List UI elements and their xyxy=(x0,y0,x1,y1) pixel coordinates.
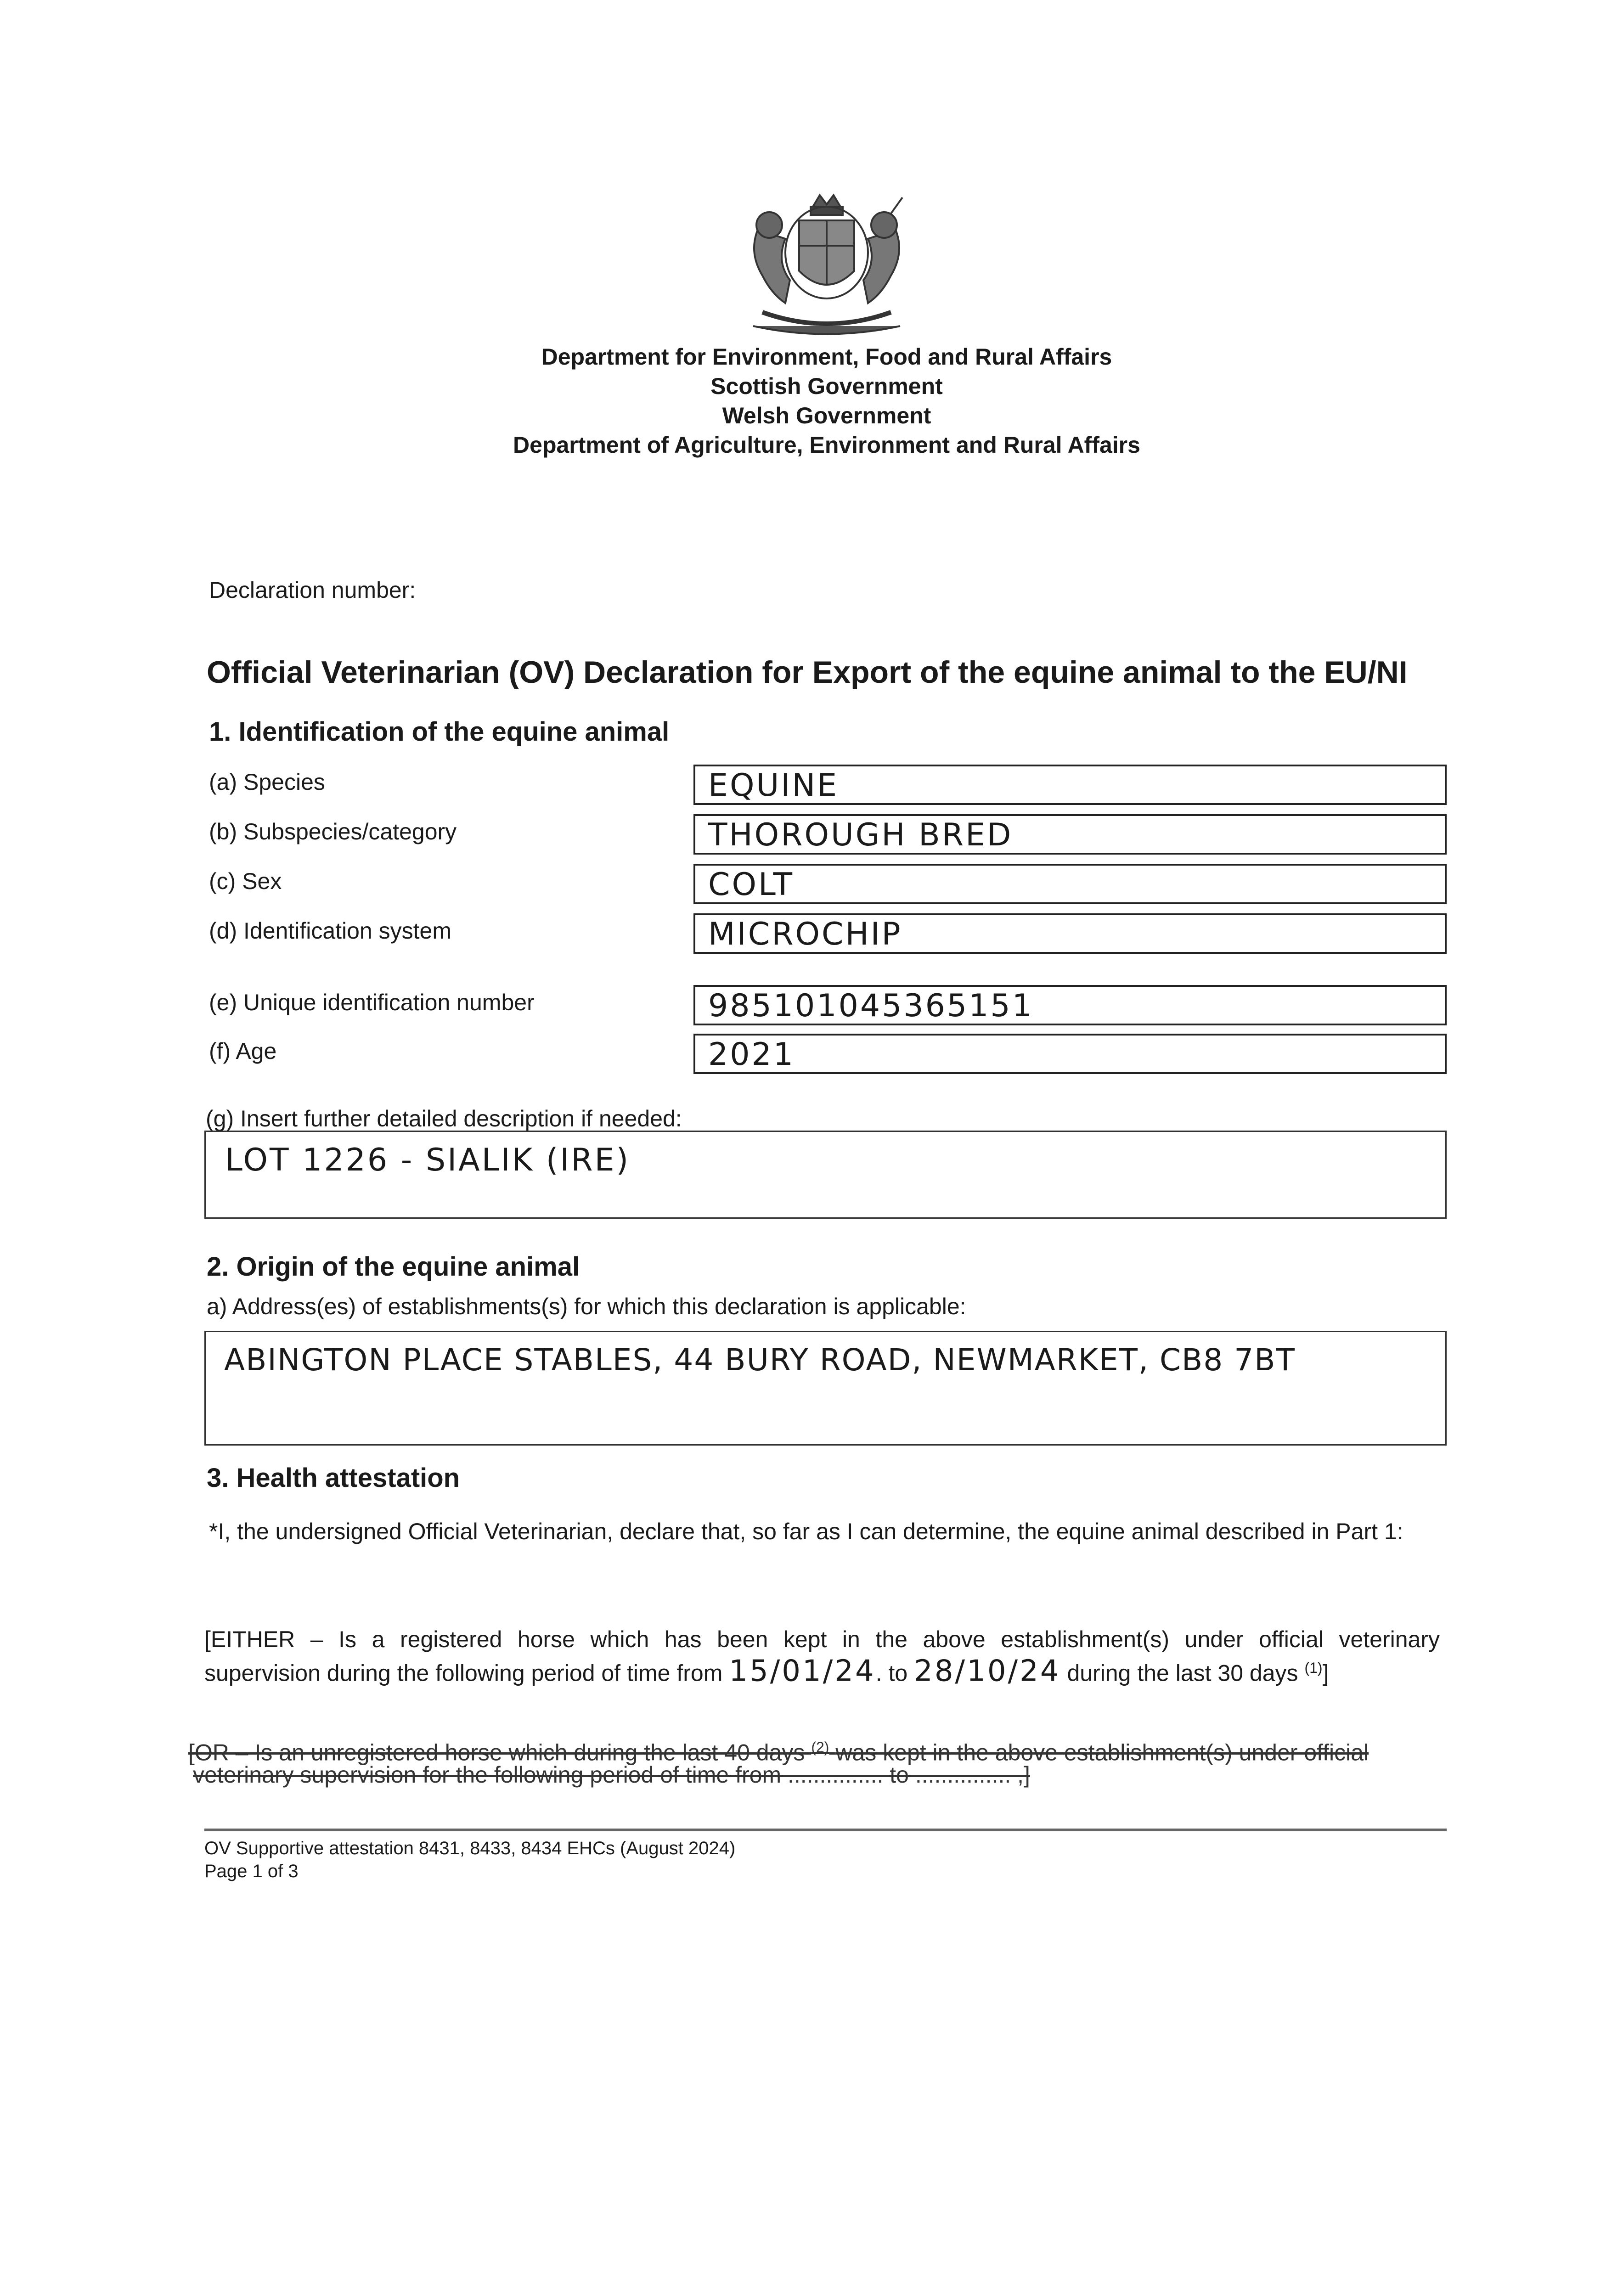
address-value: ABINGTON PLACE STABLES, 44 BURY ROAD, NEWMARKET, CB8 7BT xyxy=(224,1342,1296,1378)
either-clause-line1: [EITHER – Is a registered horse which has been kept in the above establishment(s) under official veterinary xyxy=(204,1626,1440,1652)
address-box xyxy=(204,1331,1447,1446)
header-department-defra: Department for Environment, Food and Rural Affairs xyxy=(541,344,1112,370)
field-label-unique-id: (e) Unique identification number xyxy=(209,990,535,1015)
address-label: a) Address(es) of establishments(s) for which this declaration is applicable: xyxy=(207,1294,966,1319)
field-label-sex: (c) Sex xyxy=(209,868,282,894)
section2-heading: 2. Origin of the equine animal xyxy=(207,1252,580,1282)
document-title: Official Veterinarian (OV) Declaration for Export of the equine animal to the EU/NI xyxy=(207,655,1408,690)
header-scottish-government: Scottish Government xyxy=(710,373,943,399)
health-attestation-intro: *I, the undersigned Official Veterinarian, declare that, so far as I can determine, the equine animal described in Part 1: xyxy=(209,1519,1403,1544)
declaration-number-label: Declaration number: xyxy=(209,577,416,603)
section3-heading: 3. Health attestation xyxy=(207,1463,460,1493)
either-to-text: . to xyxy=(875,1660,908,1686)
header-welsh-government: Welsh Government xyxy=(722,403,931,428)
field-label-species: (a) Species xyxy=(209,769,325,795)
either-footnote-ref: (1) xyxy=(1304,1660,1323,1676)
date-from-value: 15/01/24 xyxy=(729,1654,876,1688)
description-box xyxy=(204,1131,1447,1219)
or-clause-line2: veterinary supervision for the following period of time from ............... to ............... ,] xyxy=(193,1762,1030,1788)
description-value: LOT 1226 - SIALIK (IRE) xyxy=(225,1142,631,1178)
description-label: (g) Insert further detailed description if needed: xyxy=(206,1106,682,1131)
either-clause-text-b: during the last 30 days xyxy=(1067,1660,1298,1686)
field-value-species: EQUINE xyxy=(693,765,1447,805)
field-value-unique-id: 985101045365151 xyxy=(693,985,1447,1025)
footer-page-number: Page 1 of 3 xyxy=(204,1861,299,1881)
or-footnote-ref: (2) xyxy=(811,1739,829,1756)
footer-attestation-reference: OV Supportive attestation 8431, 8433, 8434 EHCs (August 2024) xyxy=(204,1838,736,1858)
field-label-identification-system: (d) Identification system xyxy=(209,918,451,944)
either-clause-line2 xyxy=(204,1654,1329,1687)
field-value-identification-system: MICROCHIP xyxy=(693,913,1447,954)
or-clause-text-b: was kept in the above establishment(s) under official xyxy=(835,1739,1369,1766)
either-clause-text-a: supervision during the following period of time from xyxy=(204,1660,723,1686)
or-clause-text-a: [OR – Is an unregistered horse which during the last 40 days xyxy=(188,1739,805,1766)
section1-heading: 1. Identification of the equine animal xyxy=(209,717,670,747)
field-label-subspecies: (b) Subspecies/category xyxy=(209,819,457,844)
royal-coat-of-arms-icon xyxy=(721,188,932,340)
header-department-daera: Department of Agriculture, Environment and Rural Affairs xyxy=(513,432,1140,458)
field-value-sex: COLT xyxy=(693,864,1447,904)
either-close-bracket: ] xyxy=(1322,1660,1329,1686)
field-value-subspecies: THOROUGH BRED xyxy=(693,814,1447,855)
field-label-age: (f) Age xyxy=(209,1038,277,1064)
footer-divider xyxy=(204,1829,1447,1831)
field-value-age: 2021 xyxy=(693,1034,1447,1074)
date-to-value: 28/10/24 xyxy=(914,1654,1061,1688)
